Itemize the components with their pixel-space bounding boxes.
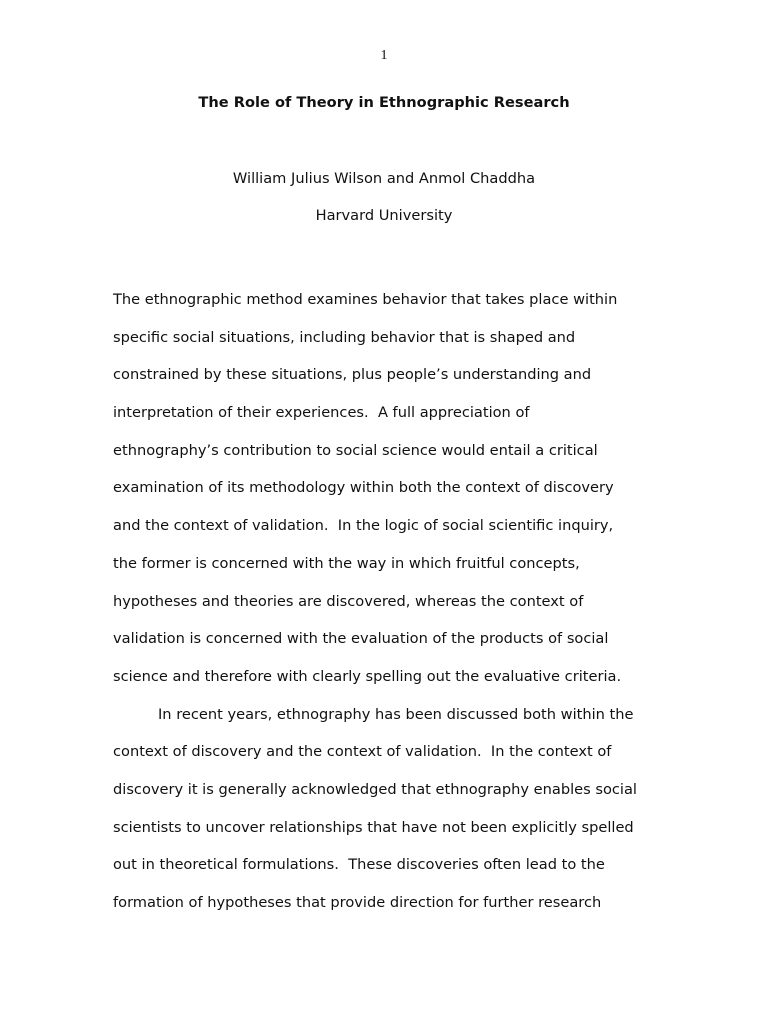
text-line: context of discovery and the context of validation. In the context of [113, 743, 612, 761]
body-text [113, 281, 673, 922]
paragraph-2 [113, 696, 673, 922]
authors: William Julius Wilson and Anmol Chaddha [232, 170, 536, 187]
text-line: scientists to uncover relationships that have not been explicitly spelled [113, 818, 634, 836]
text-line: In recent years, ethnography has been discussed both within the [158, 705, 634, 723]
page-number: 1 [380, 48, 388, 63]
text-line: constrained by these situations, plus people’s understanding and [113, 366, 592, 384]
text-line: the former is concerned with the way in which fruitful concepts, [113, 554, 580, 572]
text-line: formation of hypotheses that provide direction for further research [113, 894, 602, 911]
text-line: The ethnographic method examines behavior that takes place within [113, 291, 618, 308]
text-line: specific social situations, including behavior that is shaped and [113, 328, 576, 346]
text-line: interpretation of their experiences. A full appreciation of [113, 404, 530, 422]
paper-title: The Role of Theory in Ethnographic Research [198, 94, 570, 111]
text-line: discovery it is generally acknowledged that ethnography enables social [113, 780, 637, 798]
text-line: ethnography’s contribution to social science would entail a critical [113, 441, 598, 459]
paragraph-1 [113, 281, 673, 696]
text-line: out in theoretical formulations. These discoveries often lead to the [113, 856, 605, 874]
text-line: validation is concerned with the evaluation of the products of social [113, 630, 609, 648]
text-line: science and therefore with clearly spelling out the evaluative criteria. [113, 667, 622, 685]
text-line: hypotheses and theories are discovered, whereas the context of [113, 592, 584, 610]
affiliation: Harvard University [315, 207, 453, 224]
text-line: and the context of validation. In the logic of social scientific inquiry, [113, 517, 614, 535]
text-line: examination of its methodology within both the context of discovery [113, 479, 614, 497]
